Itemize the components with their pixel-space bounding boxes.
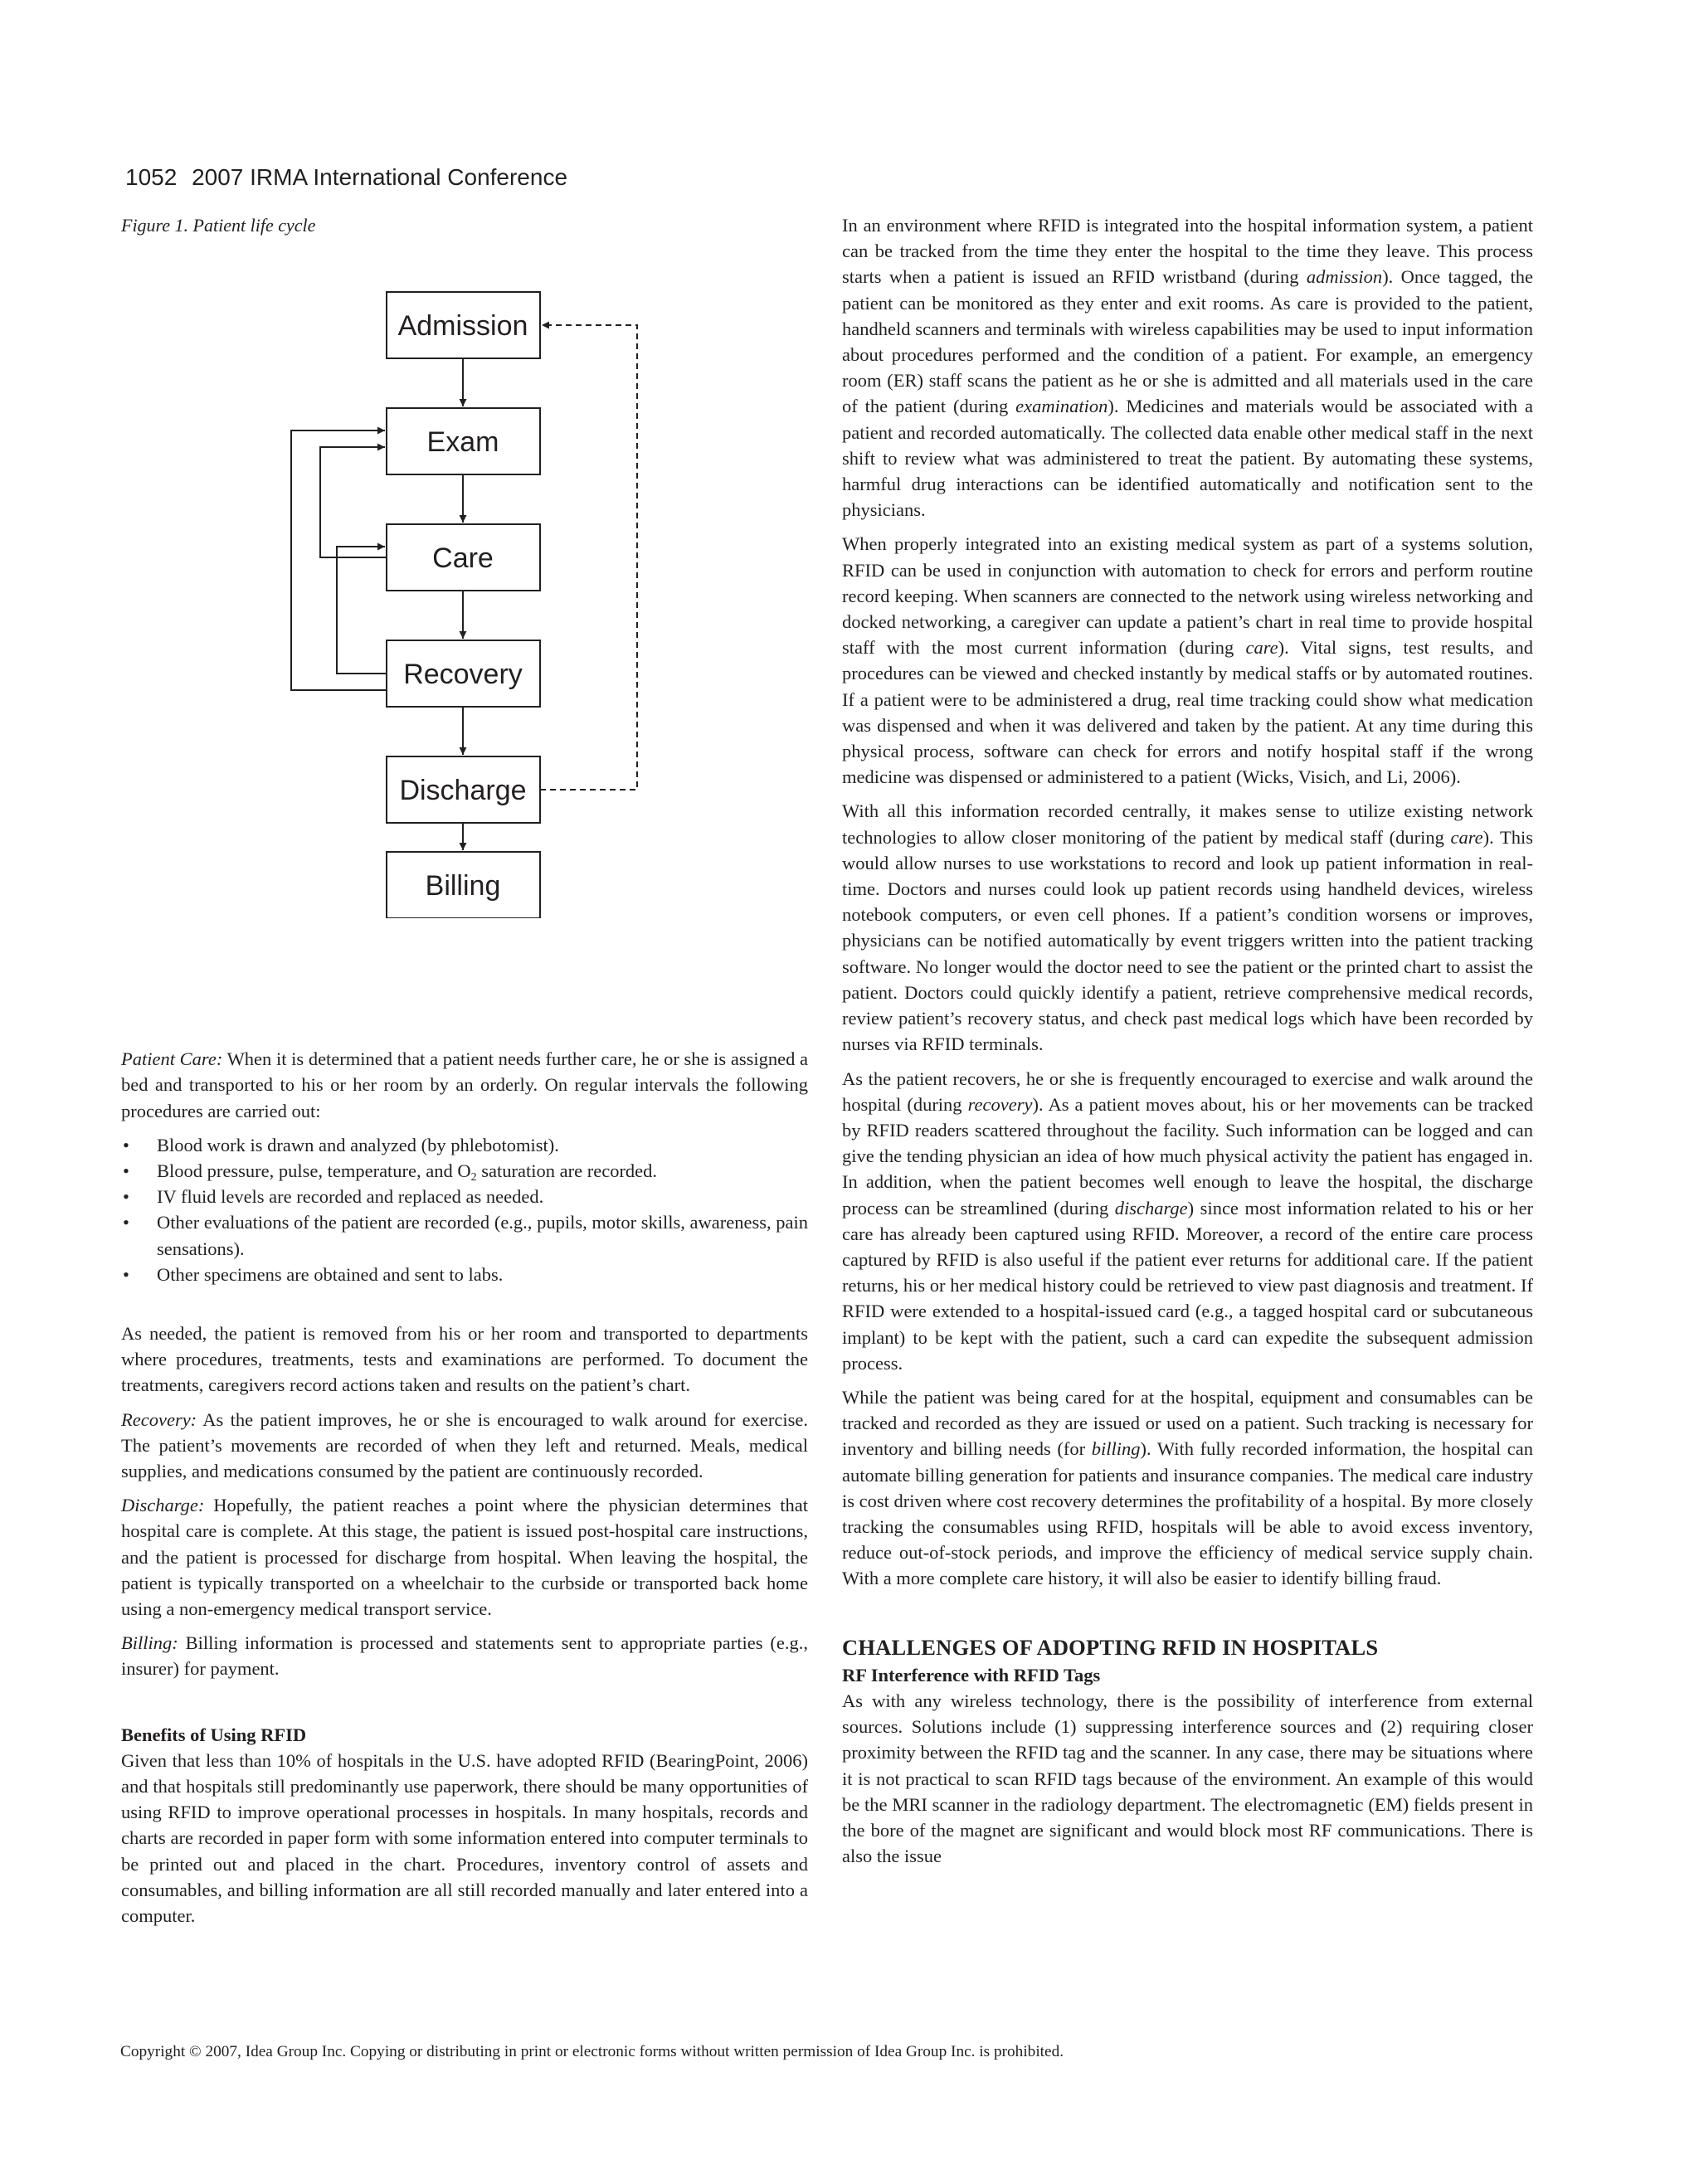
subsection-heading: RF Interference with RFID Tags	[842, 1664, 1101, 1685]
list-item: • Other evaluations of the patient are recorded (e.g., pupils, motor skills, awareness, pain sensations).	[121, 1209, 808, 1261]
stage-label: Recovery	[403, 659, 523, 691]
stage-label: Discharge	[399, 775, 527, 807]
stage-label-billing: Billing	[425, 870, 501, 902]
left-column	[121, 212, 808, 1937]
discharge-paragraph: Discharge: Hopefully, the patient reaches a point where the physician determines that hospital care is complete. At this stage, the patient is issued post-hospital care instructions, and the patient is processed for discharge from hospital. When leaving the hospital, the patient is typically transported on a wheelchair to the curbside or transported back home using a non-emergency medical transport service.	[121, 1495, 808, 1620]
billing-box-layer	[121, 238, 808, 918]
body-paragraph: As with any wireless technology, there is the possibility of interference from external sources. Solutions include (1) suppressing interference sources and (2) requiring closer proximity between the RFID tag and the scanner. In any case, there may be situations where it is not practical to scan RFID tags because of the environment. An example of this would be the MRI scanner in the radiology department. The electromagnetic (EM) fields present in the bore of the magnet are significant and would block most RF communications. There is also the issue	[842, 1690, 1533, 1867]
benefits-paragraph: Given that less than 10% of hospitals in the U.S. have adopted RFID (BearingPoint, 2006) and that hospitals still predominantly use paperwork, there should be many opportunities of using RFID to improve operational processes in hospitals. In many hospitals, records and charts are recorded in paper form with some information entered into computer terminals to be printed out and placed in the chart. Procedures, inventory control of assets and consumables, and billing information are all still recorded manually and later entered into a computer.	[121, 1749, 808, 1927]
procedure-list	[121, 1132, 808, 1287]
list-item: • Blood work is drawn and analyzed (by phlebotomist).	[121, 1132, 808, 1158]
conference-title: 2007 IRMA International Conference	[192, 164, 568, 190]
copyright-footer: Copyright © 2007, Idea Group Inc. Copying or distributing in print or electronic forms without written permission of Idea Group Inc. is prohibited.	[120, 2043, 1064, 2060]
running-head	[125, 164, 567, 191]
billing-paragraph: Billing: Billing information is processed and statements sent to appropriate parties (e.g., insurer) for payment.	[121, 1632, 808, 1680]
stage-label: Exam	[426, 426, 499, 459]
benefits-heading: Benefits of Using RFID	[121, 1724, 307, 1745]
list-item: • Other specimens are obtained and sent to labs.	[121, 1262, 808, 1287]
stage-label: Care	[432, 542, 494, 575]
patient-care-paragraph: Patient Care: When it is determined that a patient needs further care, he or she is assigned a bed and transported to his or her room by an orderly. On regular intervals the following procedures are carried out:	[121, 1048, 808, 1121]
body-paragraph: When properly integrated into an existing medical system as part of a systems solution, RFID can be used in conjunction with automation to check for errors and perform routine record keeping. When scanners are connected to the network using wireless networking and docked networking, a caregiver can update a patient’s chart in real time to provide hospital staff with the most current information (during care). Vital signs, test results, and procedures can be viewed and checked instantly by medical staffs or by automated routines. If a patient were to be administered a drug, real time tracking could show what medication was dispensed and when it was delivered and taken by the patient. At any time during this physical process, software can check for errors and notify hospital staff if the wrong medicine was dispensed or administered to a patient (Wicks, Visich, and Li, 2006).	[842, 533, 1533, 788]
body-paragraph: While the patient was being cared for at the hospital, equipment and consumables can be tracked and recorded as they are issued or used on a patient. Such tracking is necessary for inventory and billing needs (for billing). With fully recorded information, the hospital can automate billing generation for patients and insurance companies. The medical care industry is cost driven where cost recovery determines the profitability of a hospital. By more closely tracking the consumables using RFID, hospitals will be able to avoid excess inventory, reduce out-of-stock periods, and improve the efficiency of medical service supply chain. With a more complete care history, it will also be easier to identify billing fraud.	[842, 1386, 1533, 1589]
list-item: • IV fluid levels are recorded and replaced as needed.	[121, 1184, 808, 1209]
as-needed-paragraph: As needed, the patient is removed from his or her room and transported to departments where procedures, treatments, tests and examinations are performed. To document the treatments, caregivers record actions taken and results on the patient’s chart.	[121, 1323, 808, 1396]
section-heading: CHALLENGES OF ADOPTING RFID IN HOSPITALS	[842, 1634, 1379, 1660]
body-paragraph: In an environment where RFID is integrated into the hospital information system, a patient can be tracked from the time they enter the hospital to the time they leave. This process starts when a patient is issued an RFID wristband (during admission). Once tagged, the patient can be monitored as they enter and exit rooms. As care is provided to the patient, handheld scanners and terminals with wireless capabilities may be used to input information about procedures performed and the condition of a patient. For example, an emergency room (ER) staff scans the patient as he or she is admitted and all materials used in the care of the patient (during examination). Medicines and materials would be associated with a patient and recorded automatically. The collected data enable other medical staff in the next shift to review what was administered to treat the patient. By automating these systems, harmful drug interactions can be identified automatically and notification sent to the physicians.	[842, 215, 1533, 521]
patient-life-cycle-figure	[121, 238, 808, 918]
stage-label: Admission	[397, 310, 528, 343]
page-number: 1052	[125, 164, 178, 190]
recovery-paragraph: Recovery: As the patient improves, he or she is encouraged to walk around for exercise. The patient’s movements are recorded of when they left and returned. Meals, medical supplies, and medications consumed by the patient are continuously recorded.	[121, 1408, 808, 1482]
body-paragraph: With all this information recorded centrally, it makes sense to utilize existing network technologies to allow closer monitoring of the patient by medical staff (during care). This would allow nurses to use workstations to record and look up patient information in real-time. Doctors and nurses could look up patient records using handheld devices, wireless notebook computers, or even cell phones. If a patient’s condition worsens or improves, physicians can be notified automatically by event triggers written into the patient tracking software. No longer would the doctor need to see the patient or the printed chart to assist the patient. Doctors could quickly identify a patient, retrieve comprehensive medical records, review patient’s recovery status, and check past medical logs which have been recorded by nurses via RFID terminals.	[842, 800, 1533, 1055]
body-paragraph: As the patient recovers, he or she is frequently encouraged to exercise and walk around the hospital (during recovery). As a patient moves about, his or her movements can be tracked by RFID readers scattered throughout the facility. Such information can be logged and can give the tending physician an idea of how much physical activity the patient has engaged in. In addition, when the patient becomes well enough to leave the hospital, the discharge process can be streamlined (during discharge) since most information related to his or her care has already been captured using RFID. Moreover, a record of the entire care process captured by RFID is also useful if the patient ever returns for additional care. If the patient returns, his or her medical history could be retrieved to view past diagnosis and treatment. If RFID were extended to a hospital-issued card (e.g., a tagged hospital card or subcutaneous implant) to be kept with the patient, such a card can expedite the subsequent admission process.	[842, 1068, 1534, 1374]
figure-caption: Figure 1. Patient life cycle	[121, 215, 316, 236]
list-item: • Blood pressure, pulse, temperature, and $O_2$ saturation are recorded.	[121, 1158, 808, 1184]
right-column	[842, 212, 1533, 1877]
